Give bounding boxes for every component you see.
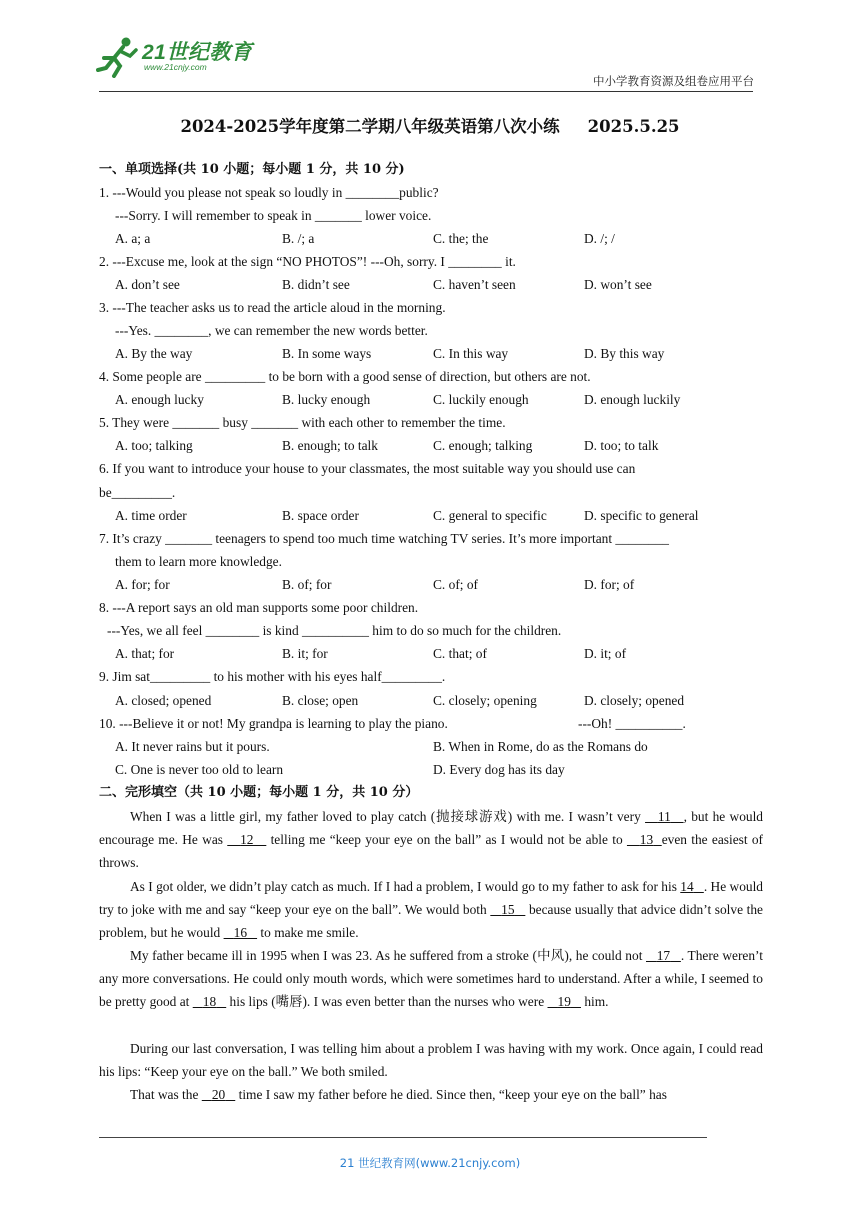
- option-d: D. for; of: [584, 577, 635, 592]
- option-a: A. enough lucky: [115, 392, 204, 407]
- blank-number: 20: [211, 1087, 226, 1102]
- blank-number: 12: [240, 832, 254, 847]
- question-line: 5. They were _______ busy _______ with each other to remember the time.: [99, 415, 506, 430]
- blank-12: [227, 832, 266, 847]
- cloze-paragraph: [99, 875, 763, 944]
- logo-url: www.21cnjy.com: [144, 62, 207, 72]
- question-line: them to learn more knowledge.: [115, 554, 282, 569]
- blank-number: 19: [557, 994, 571, 1009]
- cloze-paragraph: [99, 944, 763, 1013]
- question-line: ---Yes, we all feel ________ is kind __________ him to do so much for the children.: [107, 623, 562, 638]
- option-d: D. /; /: [584, 231, 615, 246]
- option-a: A. don’t see: [115, 277, 180, 292]
- option-c: C. One is never too old to learn: [115, 762, 284, 777]
- text-run: , but he would encourage me. He was: [99, 809, 764, 847]
- text-run: As I got older, we didn’t play catch as much. If I had a problem, I would go to my father to ask for his: [130, 879, 681, 894]
- question-line: 9. Jim sat_________ to his mother with his eyes half_________.: [99, 669, 446, 684]
- option-a: A. for; for: [115, 577, 170, 592]
- blank-number: 16: [233, 925, 248, 940]
- option-c: C. that; of: [433, 646, 487, 661]
- cloze-paragraph: [99, 805, 763, 874]
- text-run: because usually that advice didn’t solve the problem, but he would: [99, 902, 763, 940]
- option-b: B. space order: [282, 508, 359, 523]
- blank-number: 14: [680, 879, 694, 894]
- option-a: A. time order: [115, 508, 187, 523]
- option-b: B. of; for: [282, 577, 332, 592]
- option-b: B. lucky enough: [282, 392, 371, 407]
- option-c: C. of; of: [433, 577, 479, 592]
- option-b: B. When in Rome, do as the Romans do: [433, 739, 648, 754]
- text-run: . There weren’t any more conversations. He could only mouth words, which were sometimes hard to understand. After a while, I seemed to be pretty good at: [99, 948, 763, 1009]
- question-line: 10. ---Believe it or not! My grandpa is learning to play the piano.: [99, 716, 448, 731]
- text-run: to make me smile.: [257, 925, 359, 940]
- option-d: D. specific to general: [584, 508, 699, 523]
- title-date: 2025.5.25: [587, 117, 680, 136]
- question-line: 1. ---Would you please not speak so loudly in ________public?: [99, 185, 439, 200]
- logo: [96, 36, 266, 80]
- option-b: B. enough; to talk: [282, 438, 378, 453]
- blank-number: 13: [639, 832, 654, 847]
- option-d: D. enough luckily: [584, 392, 681, 407]
- text-run: That was the: [130, 1087, 202, 1102]
- page-title: [0, 113, 860, 137]
- option-b: B. /; a: [282, 231, 315, 246]
- footer-divider: [99, 1137, 707, 1138]
- option-a: A. a; a: [115, 231, 151, 246]
- option-c: C. luckily enough: [433, 392, 529, 407]
- option-a: A. too; talking: [115, 438, 193, 453]
- option-b: B. it; for: [282, 646, 328, 661]
- platform-name: 中小学教育资源及组卷应用平台: [593, 74, 754, 88]
- text-run: telling me “keep your eye on the ball” as I would not be able to: [266, 832, 627, 847]
- blank-15: [490, 902, 525, 917]
- blank-20: [202, 1087, 235, 1102]
- title-main: 2024-2025学年度第二学期八年级英语第八次小练: [180, 117, 560, 136]
- option-d: D. Every dog has its day: [433, 762, 565, 777]
- question-line: 3. ---The teacher asks us to read the article aloud in the morning.: [99, 300, 446, 315]
- option-a: A. By the way: [115, 346, 193, 361]
- question-line: 2. ---Excuse me, look at the sign “NO PHOTOS”! ---Oh, sorry. I ________ it.: [99, 254, 516, 269]
- footer-link[interactable]: 21 世纪教育网(www.21cnjy.com): [339, 1156, 521, 1170]
- option-b: B. didn’t see: [282, 277, 350, 292]
- blank-18: [193, 994, 226, 1009]
- blank-number: 18: [202, 994, 217, 1009]
- question-line: 7. It’s crazy _______ teenagers to spend too much time watching TV series. It’s more important ________: [99, 531, 669, 546]
- text-run: even the easiest of throws.: [99, 832, 764, 870]
- option-c: C. general to specific: [433, 508, 547, 523]
- text-run: . He would try to joke with me and say “keep your eye on the ball”. We would both: [99, 879, 764, 917]
- question-line: ---Oh! __________.: [578, 716, 686, 731]
- blank-16: [224, 925, 257, 940]
- question-line: 4. Some people are _________ to be born with a good sense of direction, but others are not.: [99, 369, 591, 384]
- question-line: be_________.: [99, 485, 176, 500]
- option-b: B. close; open: [282, 693, 359, 708]
- text-run: My father became ill in 1995 when I was 23. As he suffered from a stroke (中风), he could not: [130, 948, 646, 963]
- blank-number: 17: [656, 948, 671, 963]
- text-run: his lips (嘴唇). I was even better than the nurses who were: [226, 994, 548, 1009]
- question-line: 8. ---A report says an old man supports some poor children.: [99, 600, 419, 615]
- text-run: him.: [580, 994, 609, 1009]
- blank-19: [548, 994, 581, 1009]
- blank-number: 15: [501, 902, 515, 917]
- text-run: time I saw my father before he died. Since then, “keep your eye on the ball” has: [235, 1087, 667, 1102]
- blank-13: [627, 832, 662, 847]
- question-line: 6. If you want to introduce your house to your classmates, the most suitable way you should use can: [99, 461, 636, 476]
- blank-14: [680, 879, 704, 894]
- section2-heading: 二、完形填空（共 10 小题；每小题 1 分，共 10 分）: [99, 785, 419, 800]
- option-c: C. In this way: [433, 346, 509, 361]
- option-a: A. closed; opened: [115, 693, 212, 708]
- header-divider: [99, 91, 753, 92]
- cloze-paragraph: During our last conversation, I was telling him about a problem I was having with my work. Once again, I could read his lips: “Keep your eye on the ball.” We both smiled.: [99, 1041, 763, 1079]
- blank-number: 11: [657, 809, 671, 824]
- section1-heading: 一、单项选择(共 10 小题；每小题 1 分，共 10 分): [99, 162, 405, 177]
- option-d: D. it; of: [584, 646, 627, 661]
- blank-11: [645, 809, 684, 824]
- option-d: D. too; to talk: [584, 438, 659, 453]
- logo-text: 21世纪教育: [142, 41, 253, 64]
- option-d: D. won’t see: [584, 277, 652, 292]
- option-a: A. that; for: [115, 646, 175, 661]
- runner-logo-icon: [96, 36, 140, 78]
- question-line: ---Yes. ________, we can remember the new words better.: [115, 323, 428, 338]
- option-c: C. the; the: [433, 231, 489, 246]
- option-b: B. In some ways: [282, 346, 372, 361]
- blank-17: [646, 948, 681, 963]
- question-line: ---Sorry. I will remember to speak in _______ lower voice.: [115, 208, 432, 223]
- option-c: C. closely; opening: [433, 693, 537, 708]
- option-c: C. enough; talking: [433, 438, 533, 453]
- option-d: D. By this way: [584, 346, 665, 361]
- option-d: D. closely; opened: [584, 693, 685, 708]
- option-c: C. haven’t seen: [433, 277, 516, 292]
- cloze-paragraph: [99, 1083, 763, 1106]
- option-a: A. It never rains but it pours.: [115, 739, 270, 754]
- text-run: When I was a little girl, my father loved to play catch (抛接球游戏) with me. I wasn’t very: [130, 809, 646, 824]
